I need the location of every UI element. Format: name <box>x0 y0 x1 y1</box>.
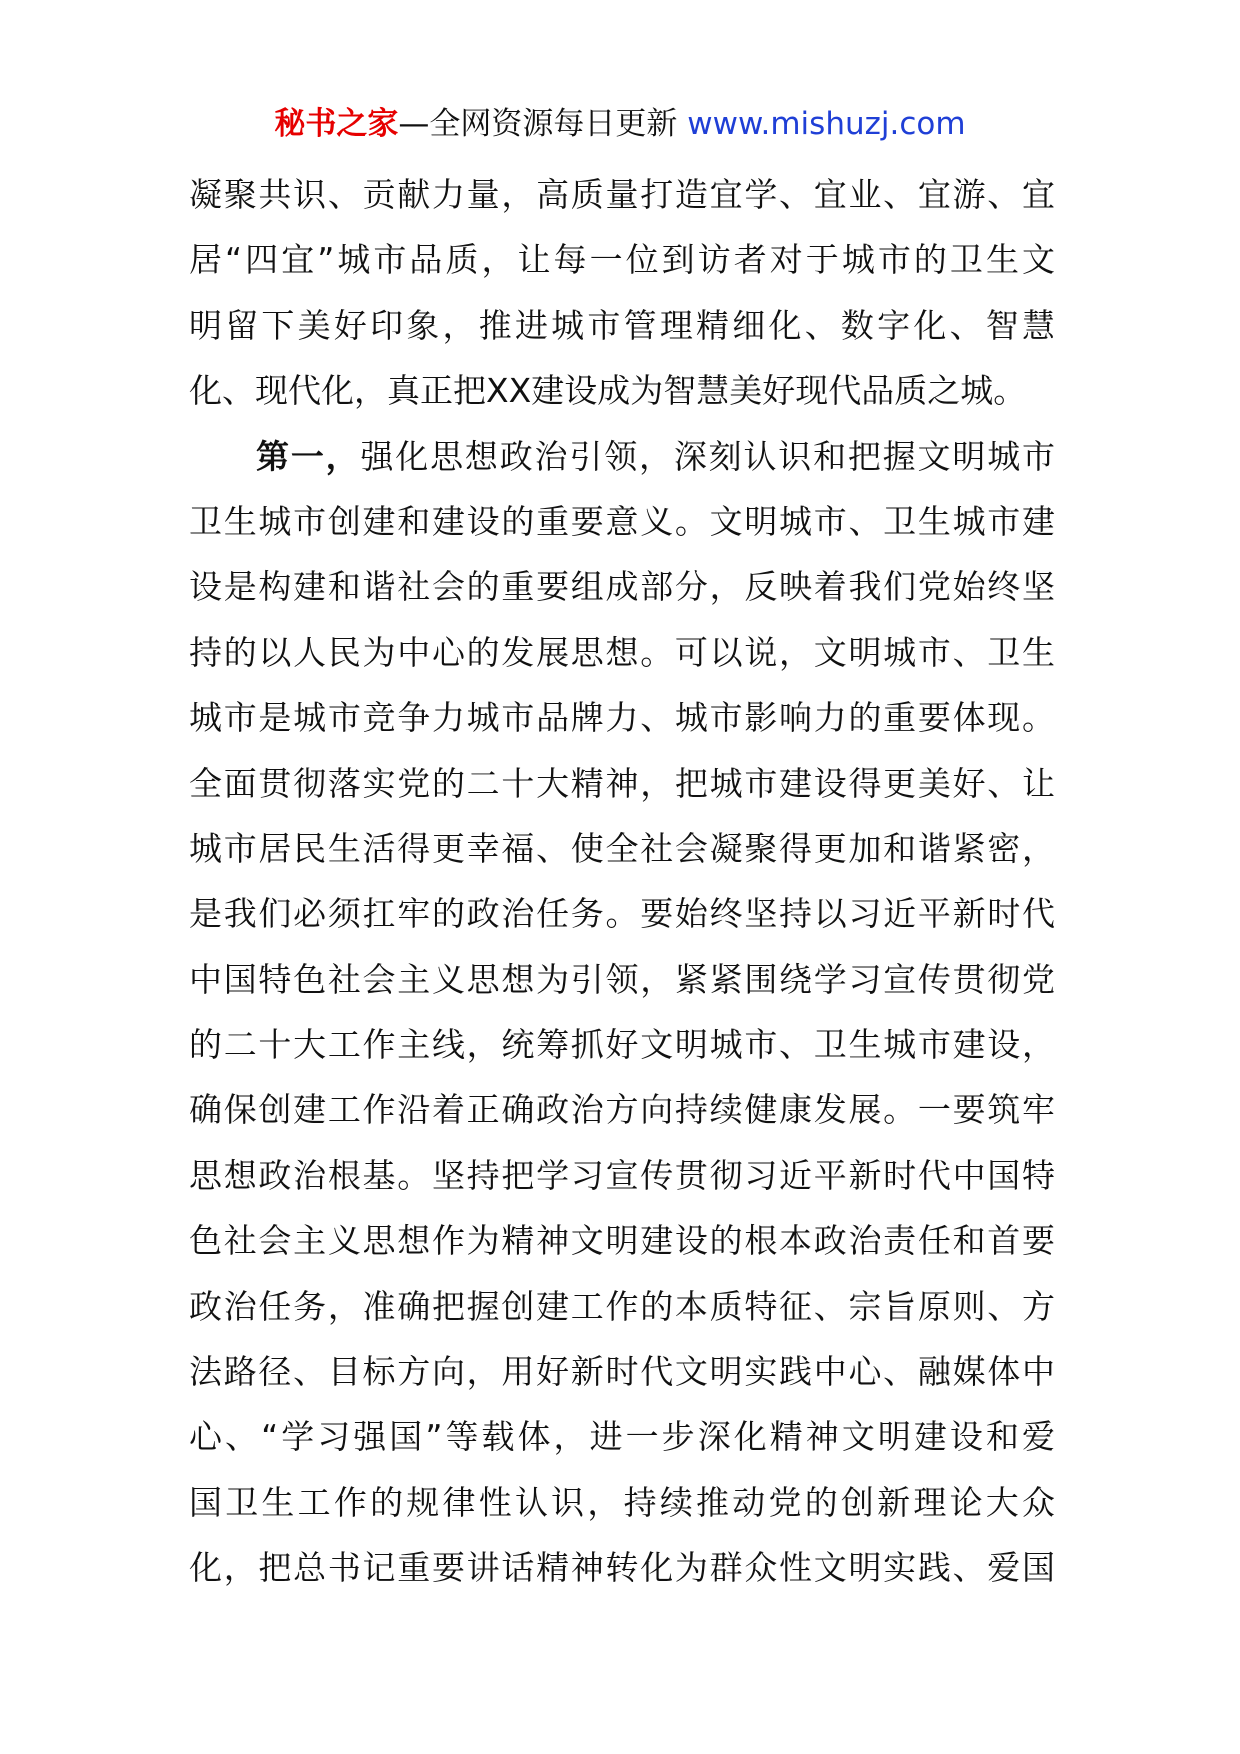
text-line: 色社会主义思想作为精神文明建设的根本政治责任和首要 <box>189 1221 1055 1261</box>
text-line: 城市居民生活得更幸福、使全社会凝聚得更加和谐紧密， <box>189 828 1055 868</box>
text-line: 政治任务，准确把握创建工作的本质特征、宗旨原则、方 <box>189 1286 1055 1326</box>
site-url-link[interactable]: www.mishuzj.com <box>687 106 966 142</box>
text-line: 化、现代化，真正把XX建设成为智慧美好现代品质之城。 <box>189 371 1027 411</box>
document-body <box>189 162 1055 1601</box>
site-brand: 秘书之家 <box>274 106 399 142</box>
text-line: 设是构建和谐社会的重要组成部分，反映着我们党始终坚 <box>189 567 1055 607</box>
text-line: 是我们必须扛牢的政治任务。要始终坚持以习近平新时代 <box>189 894 1055 934</box>
text-line: 思想政治根基。坚持把学习宣传贯彻习近平新时代中国特 <box>189 1155 1055 1195</box>
text-line: 全面贯彻落实党的二十大精神，把城市建设得更美好、让 <box>189 763 1055 803</box>
text-line: 确保创建工作沿着正确政治方向持续健康发展。一要筑牢 <box>189 1090 1055 1130</box>
section-heading-line <box>189 424 1055 489</box>
text-line: 心、“学习强国”等载体，进一步深化精神文明建设和爱 <box>189 1417 1055 1457</box>
text-line: 卫生城市创建和建设的重要意义。文明城市、卫生城市建 <box>189 501 1055 541</box>
text-line: 凝聚共识、贡献力量，高质量打造宜学、宜业、宜游、宜 <box>189 175 1055 214</box>
text-line: 的二十大工作主线，统筹抓好文明城市、卫生城市建设， <box>189 1025 1055 1065</box>
text-line: 法路径、目标方向，用好新时代文明实践中心、融媒体中 <box>189 1352 1055 1392</box>
section-lead: 第一， <box>256 436 361 476</box>
text-line: 居“四宜”城市品质，让每一位到访者对于城市的卫生文 <box>189 240 1055 280</box>
section-heading-text: 强化思想政治引领，深刻认识和把握文明城市 <box>360 436 1056 476</box>
site-tagline: —全网资源每日更新 <box>398 106 678 142</box>
site-header <box>0 104 1240 144</box>
text-line: 明留下美好印象，推进城市管理精细化、数字化、智慧 <box>189 305 1055 345</box>
text-line: 城市是城市竞争力城市品牌力、城市影响力的重要体现。 <box>189 698 1055 738</box>
text-line: 中国特色社会主义思想为引领，紧紧围绕学习宣传贯彻党 <box>189 959 1055 999</box>
text-line: 国卫生工作的规律性认识，持续推动党的创新理论大众 <box>189 1482 1055 1522</box>
text-line: 持的以人民为中心的发展思想。可以说，文明城市、卫生 <box>189 632 1055 672</box>
text-line: 化，把总书记重要讲话精神转化为群众性文明实践、爱国 <box>189 1548 1055 1588</box>
